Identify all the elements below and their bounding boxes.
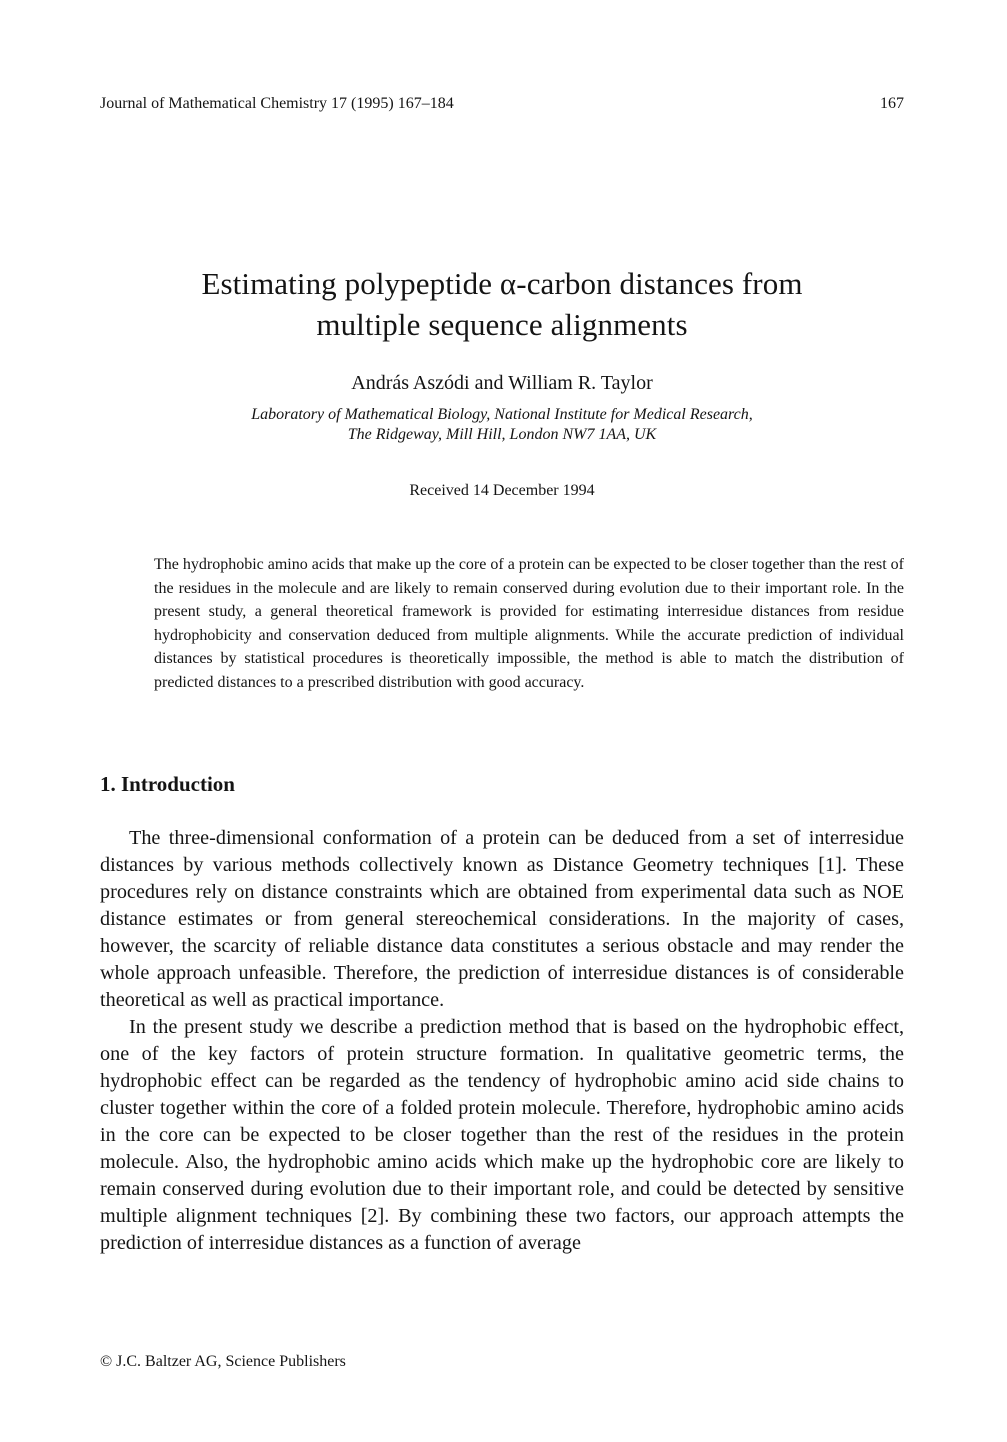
affiliation-line-2: The Ridgeway, Mill Hill, London NW7 1AA, UK: [347, 426, 657, 443]
abstract: The hydrophobic amino acids that make up the core of a protein can be expected to be closer together than the rest of the residues in the molecule and are likely to remain conserved during evolution due to their important role. In the present study, a general theoretical framework is provided for estimating interresidue distances from residue hydrophobicity and conservation deduced from multiple alignments. While the accurate prediction of individual distances by statistical procedures is theoretically impossible, the method is able to match the distribution of predicted distances to a prescribed distribution with good accuracy.: [154, 556, 904, 691]
paper-title: [100, 263, 904, 345]
authors: András Aszódi and William R. Taylor: [351, 372, 653, 394]
affiliation: [100, 405, 904, 445]
received-date: Received 14 December 1994: [409, 482, 595, 499]
introduction-body: [100, 825, 904, 1257]
title-line-2: multiple sequence alignments: [316, 307, 688, 342]
section-heading-introduction: 1. Introduction: [100, 772, 235, 796]
title-line-1: Estimating polypeptide α-carbon distances from: [201, 266, 803, 301]
copyright-footer: © J.C. Baltzer AG, Science Publishers: [100, 1353, 346, 1370]
paragraph: In the present study we describe a prediction method that is based on the hydrophobic effect, one of the key factors of protein structure formation. In qualitative geometric terms, the hydrophobic effect can be regarded as the tendency of hydrophobic amino acid side chains to cluster together within the core of a folded protein molecule. Therefore, hydrophobic amino acids in the core can be expected to be closer together than the rest of the residues in the protein molecule. Also, the hydrophobic amino acids which make up the hydrophobic core are likely to remain conserved during evolution due to their important role, and could be detected by sensitive multiple alignment techniques [2]. By combining these two factors, our approach attempts the prediction of interresidue distances as a function of average: [100, 1016, 904, 1254]
affiliation-line-1: Laboratory of Mathematical Biology, National Institute for Medical Research,: [251, 406, 753, 423]
page-number: 167: [880, 95, 904, 112]
paragraph: The three-dimensional conformation of a protein can be deduced from a set of interresidue distances by various methods collectively known as Distance Geometry techniques [1]. These procedures rely on distance constraints which are obtained from experimental data such as NOE distance estimates or from general stereochemical considerations. In the majority of cases, however, the scarcity of reliable distance data constitutes a serious obstacle and may render the whole approach unfeasible. Therefore, the prediction of interresidue distances is of considerable theoretical as well as practical importance.: [100, 827, 904, 1011]
journal-citation: Journal of Mathematical Chemistry 17 (1995) 167–184: [100, 95, 454, 112]
